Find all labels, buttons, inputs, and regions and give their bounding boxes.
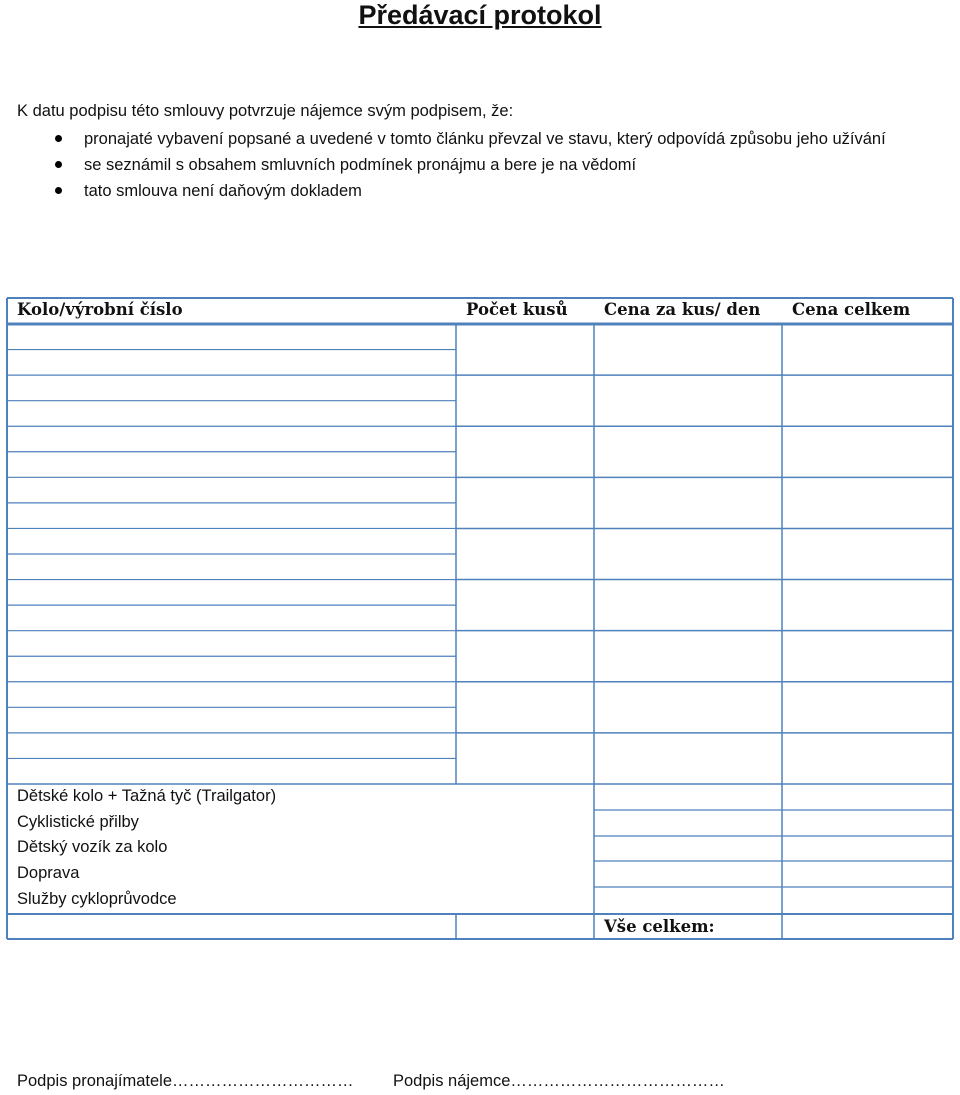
item-child-trailer: Dětský vozík za kolo [17,838,168,856]
bullet-icon [55,161,62,168]
condition-item [0,127,960,151]
bullet-icon [55,187,62,194]
condition-item [0,153,960,177]
conditions-list [0,127,960,205]
item-guide-services: Služby cykloprůvodce [17,890,177,908]
condition-text: se seznámil s obsahem smluvních podmínek pronájmu a bere je na vědomí [84,156,637,174]
condition-text: pronajaté vybavení popsané a uvedené v tomto článku převzal ve stavu, který odpovídá způsobu jeho užívání [84,130,886,148]
header-unit-price: Cena za kus/ den [604,300,761,319]
tenant-signature: Podpis nájemce………………………………… [393,1072,725,1090]
document-title: Předávací protokol [358,0,602,30]
intro-text: K datu podpisu této smlouvy potvrzuje nájemce svým podpisem, že: [17,102,514,120]
condition-item [0,179,960,203]
item-trailgator: Dětské kolo + Tažná tyč (Trailgator) [17,787,277,805]
condition-text: tato smlouva není daňovým dokladem [84,182,362,200]
header-bike-serial: Kolo/výrobní číslo [17,300,183,319]
header-quantity: Počet kusů [466,300,568,319]
grand-total-label: Vše celkem: [604,917,715,936]
item-helmets: Cyklistické přilby [17,813,139,831]
bullet-icon [55,135,62,142]
header-total-price: Cena celkem [792,300,911,319]
item-transport: Doprava [17,864,80,882]
landlord-signature: Podpis pronajímatele…………………………… [17,1072,354,1090]
